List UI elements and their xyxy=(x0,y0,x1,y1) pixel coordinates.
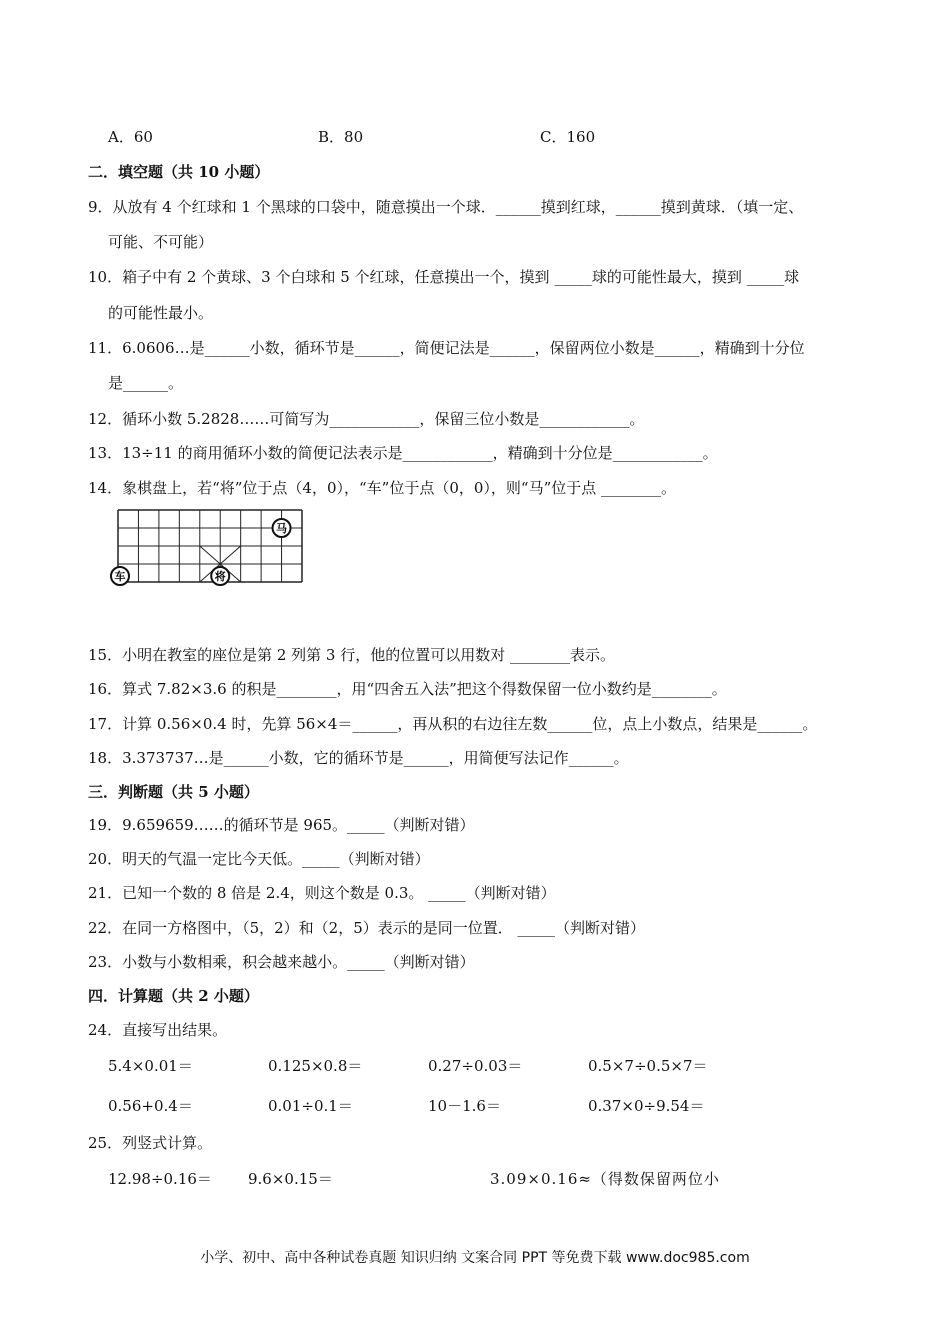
question-13: 13．13÷11 的商用循环小数的简便记法表示是____________，精确到十分位是____________。 xyxy=(88,444,718,462)
question-21: 21．已知一个数的 8 倍是 2.4，则这个数是 0.3。 _____（判断对错） xyxy=(88,884,556,902)
calc24-r2-c2: 0.01÷0.1＝ xyxy=(268,1097,353,1115)
question-18: 18．3.373737…是______小数，它的循环节是______，用简便写法记作______。 xyxy=(88,749,629,767)
calc24-r1-c1: 5.4×0.01＝ xyxy=(108,1057,193,1075)
chess-piece-label: 车 xyxy=(114,570,126,583)
calc24-r1-c4: 0.5×7÷0.5×7＝ xyxy=(588,1057,708,1075)
chess-piece xyxy=(111,567,129,585)
calc25-item1: 12.98÷0.16＝ xyxy=(108,1170,212,1188)
question-11-line2: 是______。 xyxy=(108,374,184,392)
question-9-line2: 可能、不可能） xyxy=(108,233,214,251)
calc24-r2-c3: 10－1.6＝ xyxy=(428,1097,501,1115)
calc24-r2-c1: 0.56+0.4＝ xyxy=(108,1097,193,1115)
calc24-r2-c4: 0.37×0÷9.54＝ xyxy=(588,1097,705,1115)
chess-piece-label: 马 xyxy=(276,522,288,535)
section-judge-heading: 三．判断题（共 5 小题） xyxy=(88,783,259,801)
option-b: B．80 xyxy=(318,128,364,146)
question-9-line1: 9．从放有 4 个红球和 1 个黑球的口袋中，随意摸出一个球．______摸到红球，______摸到黄球．（填一定、 xyxy=(88,198,804,216)
question-20: 20．明天的气温一定比今天低。_____（判断对错） xyxy=(88,850,430,868)
calc25-item2: 9.6×0.15＝ xyxy=(248,1170,333,1188)
section-calc-heading: 四．计算题（共 2 小题） xyxy=(88,987,259,1005)
question-16: 16．算式 7.82×3.6 的积是________，用“四舍五入法”把这个得数保留一位小数约是________。 xyxy=(88,680,727,698)
question-12: 12．循环小数 5.2828……可简写为____________，保留三位小数是____________。 xyxy=(88,410,645,428)
question-14: 14．象棋盘上，若“将”位于点（4，0），“车”位于点（0，0），则“马”位于点 ________。 xyxy=(88,479,677,497)
question-24: 24．直接写出结果。 xyxy=(88,1021,228,1039)
chess-board-figure xyxy=(108,506,304,586)
question-25: 25．列竖式计算。 xyxy=(88,1134,213,1152)
footer-banner: 小学、初中、高中各种试卷真题 知识归纳 文案合同 PPT 等免费下载 www.doc985.com xyxy=(200,1250,750,1266)
calc25-item3: 3.09×0.16≈（得数保留两位小 xyxy=(490,1170,720,1188)
calc24-r1-c2: 0.125×0.8＝ xyxy=(268,1057,363,1075)
section-fill-heading: 二．填空题（共 10 小题） xyxy=(88,163,270,181)
option-a: A．60 xyxy=(108,128,153,146)
question-22: 22．在同一方格图中，（5，2）和（2，5）表示的是同一位置． _____（判断对错） xyxy=(88,919,646,937)
chess-pieces xyxy=(111,519,291,585)
calc24-r1-c3: 0.27÷0.03＝ xyxy=(428,1057,523,1075)
question-11-line1: 11．6.0606…是______小数，循环节是______，简便记法是______，保留两位小数是______，精确到十分位 xyxy=(88,339,805,357)
question-10-line1: 10．箱子中有 2 个黄球、3 个白球和 5 个红球，任意摸出一个，摸到 _____球的可能性最大，摸到 _____球 xyxy=(88,268,800,286)
question-23: 23．小数与小数相乘，积会越来越小。_____（判断对错） xyxy=(88,953,475,971)
chess-piece xyxy=(211,567,229,585)
chess-piece xyxy=(273,519,291,537)
question-10-line2: 的可能性最小。 xyxy=(108,304,214,322)
chess-grid xyxy=(118,510,302,582)
question-17: 17．计算 0.56×0.4 时，先算 56×4＝______，再从积的右边往左数______位，点上小数点，结果是______。 xyxy=(88,715,818,733)
option-c: C．160 xyxy=(540,128,596,146)
question-15: 15．小明在教室的座位是第 2 列第 3 行，他的位置可以用数对 ________表示。 xyxy=(88,646,616,664)
question-19: 19．9.659659……的循环节是 965。_____（判断对错） xyxy=(88,816,475,834)
chess-piece-label: 将 xyxy=(214,570,226,583)
